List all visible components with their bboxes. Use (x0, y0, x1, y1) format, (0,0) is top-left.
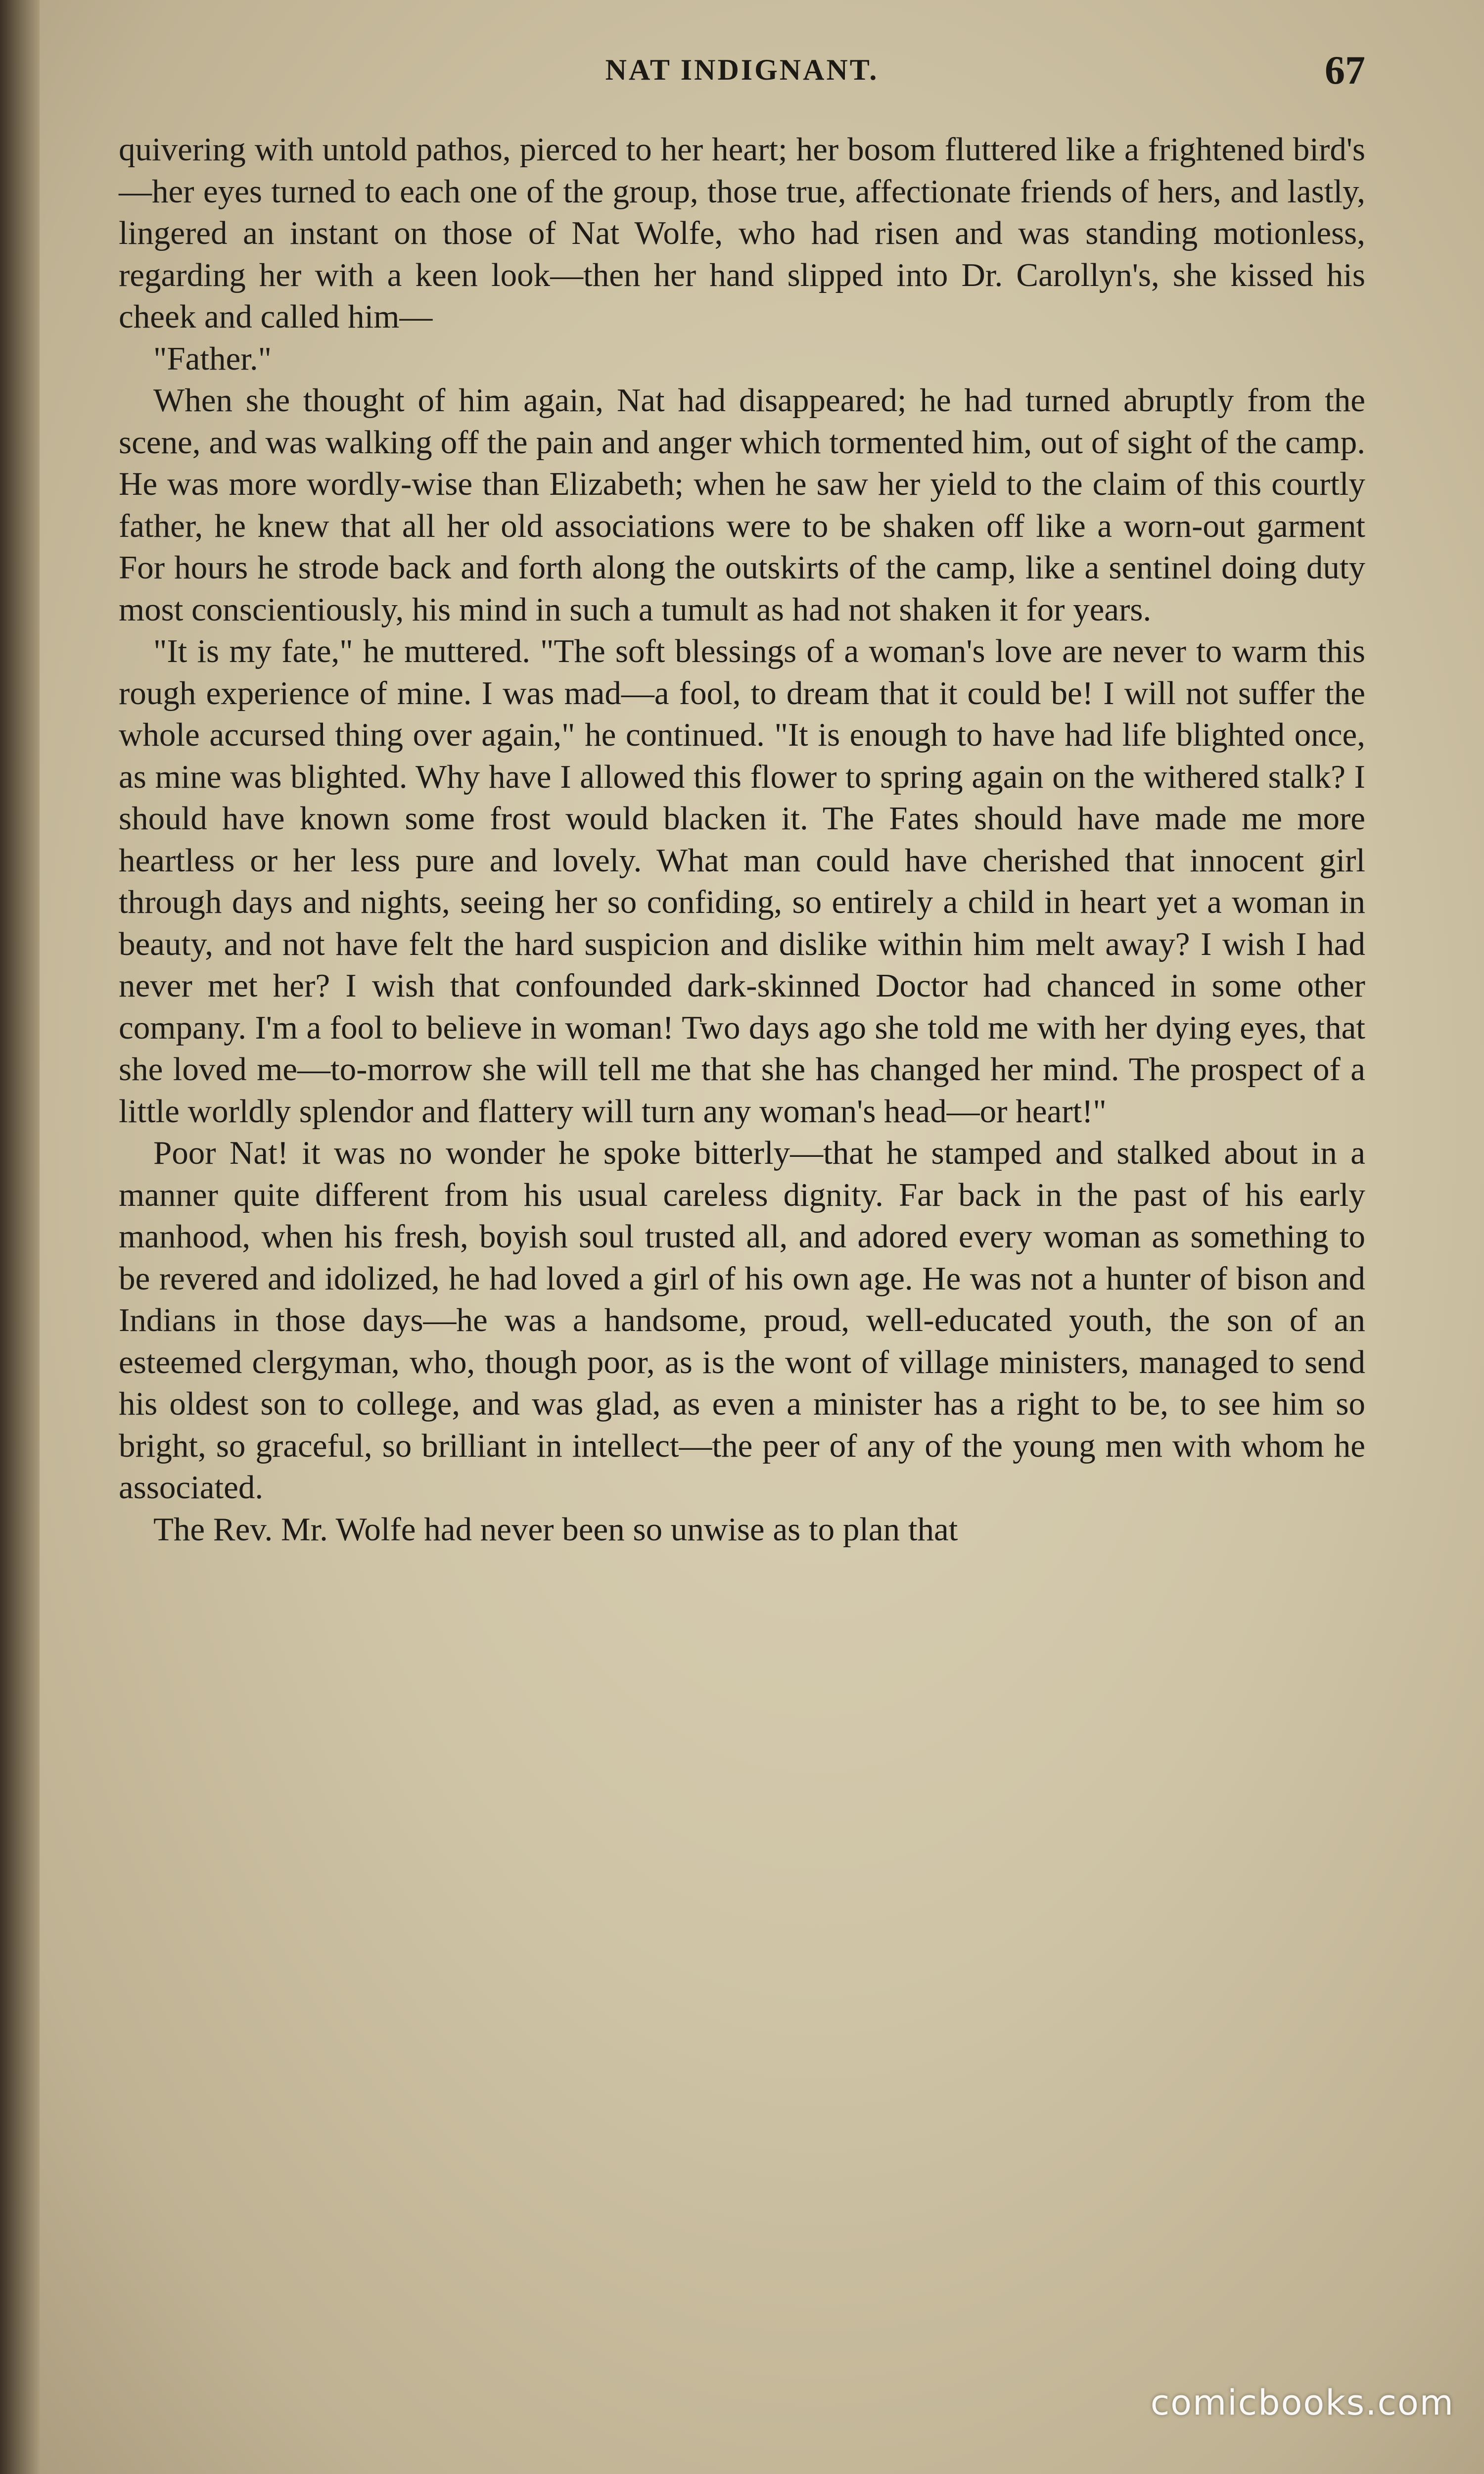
body-text (119, 129, 1365, 1550)
page-number: 67 (1325, 48, 1365, 93)
paragraph-2: "Father." (153, 340, 272, 377)
paragraph-1: quivering with untold pathos, pierced to her heart; her bosom fluttered like a frightened bird's—her eyes turned to each one of the group, those true, affectionate friends of hers, and lastly, lingered an instant on those of Nat Wolfe, who had risen and was standing motionless, regarding her with a keen look—then her hand slipped into Dr. Carollyn's, she kissed his cheek and called him— (119, 131, 1365, 335)
paragraph-3: When she thought of him again, Nat had disappeared; he had turned abruptly from the scene, and was walking off the pain and anger which tormented him, out of sight of the camp. He was more wordly-wise than Elizabeth; when he saw her yield to the claim of this courtly father, he knew that all her old associations were to be shaken off like a worn-out garment For hours he strode back and forth along the outskirts of the camp, like a sentinel doing duty most conscientiously, his mind in such a tumult as had not shaken it for years. (119, 382, 1365, 628)
paragraph-4: "It is my fate," he muttered. "The soft blessings of a woman's love are never to warm this rough experience of mine. I was mad—a fool, to dream that it could be! I will not suffer the whole accursed thing over again," he continued. "It is enough to have had life blighted once, as mine was blighted. Why have I allowed this flower to spring again on the withered stalk? I should have known some frost would blacken it. The Fates should have made me more heartless or her less pure and lovely. What man could have cherished that innocent girl through days and nights, seeing her so confiding, so entirely a child in heart yet a woman in beauty, and not have felt the hard suspicion and dislike within him melt away? I wish I had never met her? I wish that confounded dark-skinned Doctor had chanced in some other company. I'm a fool to believe in woman! Two days ago she told me with her dying eyes, that she loved me—to-morrow she will tell me that she has changed her mind. The prospect of a little worldly splendor and flattery will turn any woman's head—or heart!" (119, 633, 1365, 1130)
paragraph-6: The Rev. Mr. Wolfe had never been so unwise as to plan that (153, 1511, 958, 1548)
watermark: comicbooks.com (1150, 2382, 1454, 2423)
running-title: NAT INDIGNANT. (605, 53, 879, 86)
page-header (119, 47, 1365, 101)
book-spine-shadow (0, 0, 40, 2474)
paragraph-5: Poor Nat! it was no wonder he spoke bitterly—that he stamped and stalked about in a manner quite different from his usual careless dignity. Far back in the past of his early manhood, when his fresh, boyish soul trusted all, and adored every woman as something to be revered and idolized, he had loved a girl of his own age. He was not a hunter of bison and Indians in those days—he was a handsome, proud, well-educated youth, the son of an esteemed clergyman, who, though poor, as is the wont of village ministers, managed to send his oldest son to college, and was glad, as even a minister has a right to be, to see him so bright, so graceful, so brilliant in intellect—the peer of any of the young men with whom he associated. (119, 1135, 1365, 1506)
